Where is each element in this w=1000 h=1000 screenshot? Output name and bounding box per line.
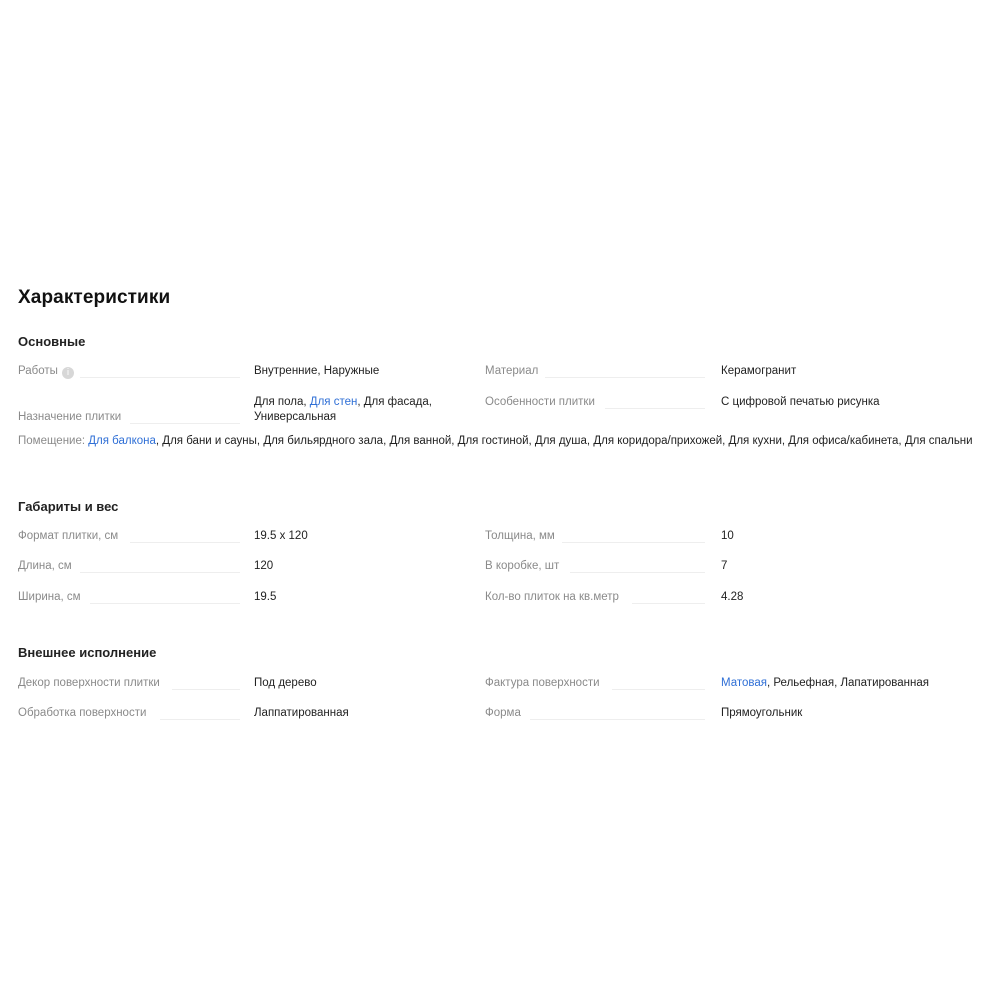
leader-line [130, 542, 240, 543]
leader-line [80, 572, 240, 573]
spec-label-osobennosti: Особенности плитки [485, 396, 595, 408]
leader-line [570, 572, 705, 573]
spec-label-raboty: Работы i [18, 364, 74, 379]
spec-label-korobka: В коробке, шт [485, 560, 560, 572]
spec-row-raboty [0, 364, 1000, 380]
link-dlya-balkona[interactable]: Для балкона [88, 435, 156, 447]
spec-label-shirina: Ширина, см [18, 591, 81, 603]
spec-label-faktura: Фактура поверхности [485, 677, 600, 689]
spec-value-korobka: 7 [721, 560, 728, 572]
spec-label-naznachenie: Назначение плитки [18, 411, 122, 423]
spec-value-raboty: Внутренние, Наружные [254, 365, 380, 377]
leader-line [612, 689, 705, 690]
leader-line [160, 719, 240, 720]
spec-label-material: Материал [485, 365, 539, 377]
link-dlya-sten[interactable]: Для стен [309, 396, 358, 408]
leader-line [130, 423, 240, 424]
spec-label-tolshina: Толщина, мм [485, 530, 555, 542]
leader-line [632, 603, 705, 604]
spec-label-dekor: Декор поверхности плитки [18, 677, 160, 689]
leader-line [545, 377, 705, 378]
spec-row-dlina [0, 559, 1000, 575]
spec-label-obrabotka: Обработка поверхности [18, 707, 147, 719]
spec-label-dlina: Длина, см [18, 560, 72, 572]
section-title-dimensions: Габариты и вес [18, 499, 119, 514]
spec-value-naznachenie: Для пола, Для стен, Для фасада, [254, 396, 432, 408]
spec-row-format [0, 529, 1000, 545]
spec-row-dekor [0, 676, 1000, 692]
leader-line [80, 377, 240, 378]
spec-row-shirina [0, 590, 1000, 606]
spec-value-shirina: 19.5 [254, 591, 277, 603]
spec-value-obrabotka: Лаппатированная [254, 707, 349, 719]
leader-line [90, 603, 240, 604]
spec-value-format: 19.5 x 120 [254, 530, 308, 542]
info-icon[interactable]: i [62, 367, 74, 379]
spec-value-osobennosti: С цифровой печатью рисунка [721, 396, 880, 408]
section-title-appearance: Внешнее исполнение [18, 645, 157, 660]
spec-value-material: Керамогранит [721, 365, 797, 377]
leader-line [172, 689, 240, 690]
spec-label-kolvo: Кол-во плиток на кв.метр [485, 591, 619, 603]
spec-value-dlina: 120 [254, 560, 274, 572]
spec-row-obrabotka [0, 706, 1000, 722]
leader-line [530, 719, 705, 720]
spec-value-forma: Прямоугольник [721, 707, 803, 719]
link-matovaya[interactable]: Матовая [721, 677, 767, 689]
spec-value-kolvo: 4.28 [721, 591, 744, 603]
spec-label-format: Формат плитки, см [18, 530, 119, 542]
spec-value-naznachenie-line2: Универсальная [254, 411, 337, 423]
page-title: Характеристики [18, 287, 171, 308]
spec-label-forma: Форма [485, 707, 521, 719]
spec-value-dekor: Под дерево [254, 677, 317, 689]
spec-row-naznachenie [0, 395, 1000, 427]
leader-line [562, 542, 705, 543]
spec-value-tolshina: 10 [721, 530, 734, 542]
spec-label-pomeshenie: Помещение: [18, 435, 86, 447]
spec-row-pomeshenie [18, 434, 978, 450]
spec-value-faktura: Матовая, Рельефная, Лапатированная [721, 677, 929, 689]
spec-value-pomeshenie: , Для бани и сауны, Для бильярдного зала, Для ванной, Для гостиной, Для душа, Для коридора/прихожей, Для кухни, Для офиса/кабинета, Для спальни [155, 435, 973, 447]
leader-line [605, 408, 705, 409]
section-title-main: Основные [18, 334, 86, 349]
